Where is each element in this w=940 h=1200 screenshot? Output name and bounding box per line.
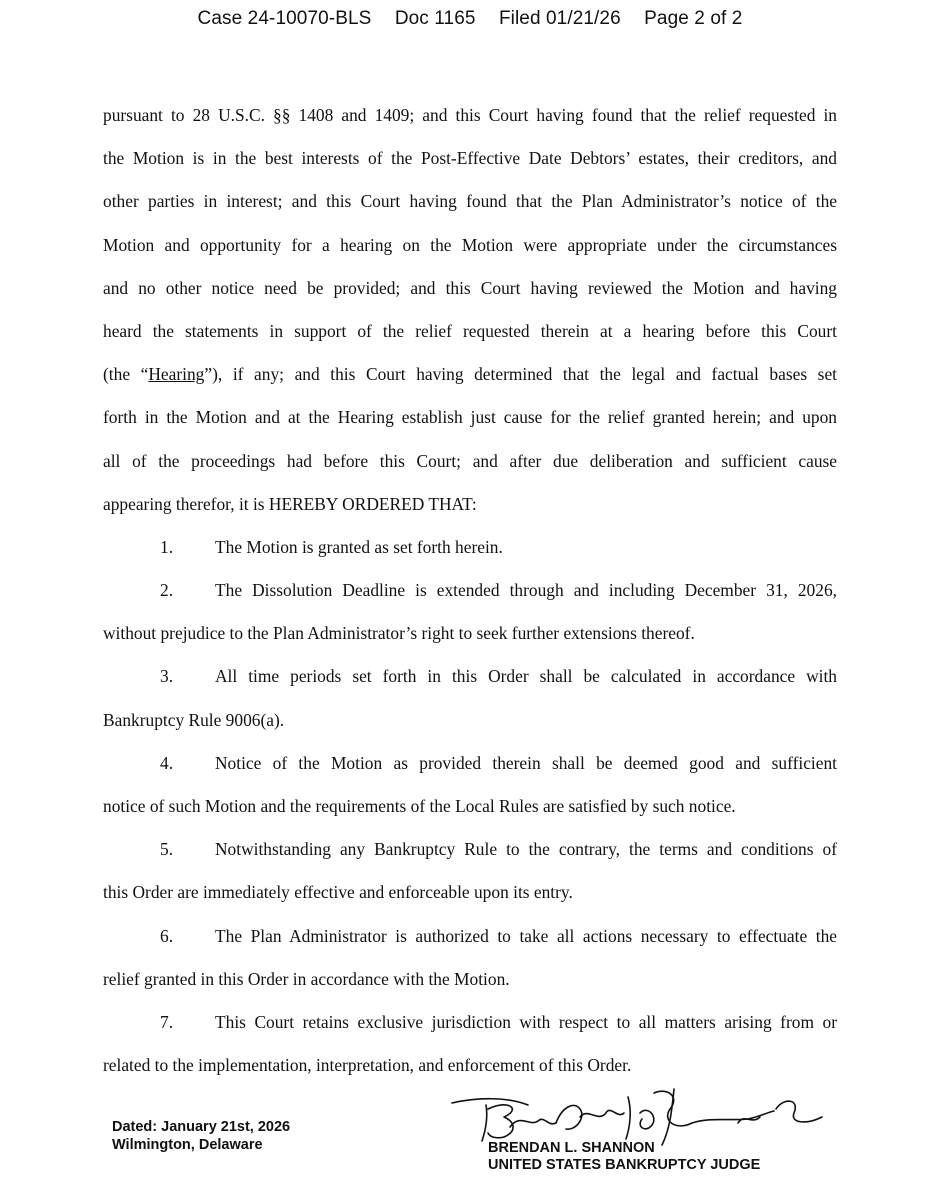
item-number: 3. — [160, 666, 174, 687]
paragraph-line: pursuant to 28 U.S.C. §§ 1408 and 1409; and this Court having found that the relief requested in — [103, 105, 837, 125]
item-text: This Court retains exclusive jurisdiction with respect to all matters arising from or — [215, 1011, 837, 1032]
order-item-5 — [103, 832, 837, 918]
order-item-1 — [103, 530, 837, 573]
item-text: The Dissolution Deadline is extended through and including December 31, 2026, — [215, 580, 837, 601]
paragraph-line: heard the statements in support of the relief requested therein at a hearing before this Court — [103, 320, 837, 341]
item-number: 1. — [160, 536, 174, 557]
item-number: 5. — [160, 839, 174, 860]
location-line: Wilmington, Delaware — [112, 1137, 263, 1153]
hearing-defined-term: Hearing — [148, 364, 205, 385]
item-continuation: without prejudice to the Plan Administrator’s right to seek further extensions thereof. — [103, 623, 695, 644]
item-number: 4. — [160, 752, 174, 773]
item-text: Notice of the Motion as provided therein shall be deemed good and sufficient — [215, 752, 837, 773]
page-number: Page 2 of 2 — [644, 8, 743, 29]
paragraph-line: forth in the Motion and at the Hearing establish just cause for the relief granted herein; and upon — [103, 407, 837, 428]
item-continuation: Bankruptcy Rule 9006(a). — [103, 709, 285, 730]
order-item-3 — [103, 659, 837, 745]
item-continuation: related to the implementation, interpretation, and enforcement of this Order. — [103, 1055, 632, 1076]
paragraph-line: other parties in interest; and this Court having found that the Plan Administrator’s notice of the — [103, 191, 837, 212]
paragraph-line: the Motion is in the best interests of the Post-Effective Date Debtors’ estates, their creditors, and — [103, 148, 837, 169]
item-number: 2. — [160, 580, 174, 601]
intro-paragraph — [103, 98, 837, 530]
item-text: Notwithstanding any Bankruptcy Rule to the contrary, the terms and conditions of — [215, 839, 837, 860]
order-body — [103, 98, 837, 1091]
filed-date: Filed 01/21/26 — [498, 8, 621, 29]
paragraph-line: appearing therefor, it is HEREBY ORDERED THAT: — [103, 493, 477, 514]
page-header — [0, 8, 940, 30]
item-continuation: relief granted in this Order in accordance with the Motion. — [103, 968, 510, 989]
paragraph-line-hearing — [103, 357, 837, 400]
paragraph-line: all of the proceedings had before this Court; and after due deliberation and sufficient cause — [103, 450, 837, 471]
item-continuation: this Order are immediately effective and enforceable upon its entry. — [103, 882, 573, 903]
order-item-6 — [103, 919, 837, 1005]
item-continuation: notice of such Motion and the requirements of the Local Rules are satisfied by such notice. — [103, 796, 736, 816]
order-item-7 — [103, 1005, 837, 1091]
item-text: The Motion is granted as set forth herein. — [215, 536, 503, 557]
paragraph-line: Motion and opportunity for a hearing on the Motion were appropriate under the circumstances — [103, 234, 837, 255]
order-item-4 — [103, 746, 837, 832]
item-text: All time periods set forth in this Order shall be calculated in accordance with — [215, 666, 837, 687]
paragraph-line: and no other notice need be provided; and this Court having reviewed the Motion and having — [103, 277, 837, 298]
order-item-2 — [103, 573, 837, 659]
dated-block — [112, 1118, 290, 1154]
doc-number: Doc 1165 — [394, 8, 476, 29]
judge-name: BRENDAN L. SHANNON — [488, 1140, 655, 1156]
case-number: Case 24-10070-BLS — [197, 8, 372, 29]
item-number: 6. — [160, 925, 174, 946]
line-text: ”), if any; and this Court having determined that the legal and factual bases set — [204, 364, 838, 385]
item-text: The Plan Administrator is authorized to take all actions necessary to effectuate the — [215, 925, 837, 946]
dated-line: Dated: January 21st, 2026 — [112, 1119, 291, 1135]
signature-block — [488, 1140, 760, 1174]
item-number: 7. — [160, 1011, 174, 1032]
judge-title: UNITED STATES BANKRUPTCY JUDGE — [488, 1157, 761, 1173]
line-text: (the “ — [103, 364, 149, 385]
